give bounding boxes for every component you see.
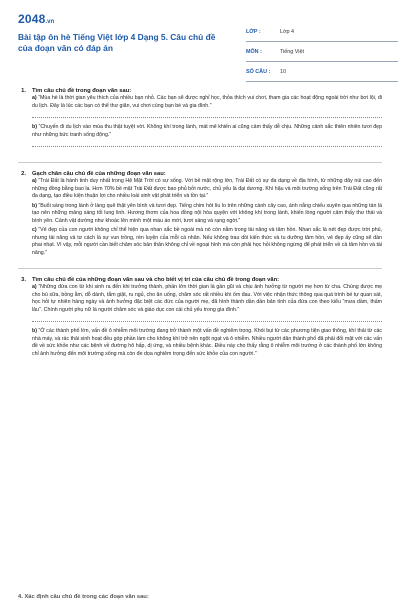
logo-suffix: .vn — [45, 19, 55, 25]
question-body — [32, 277, 382, 360]
meta-label: LỚP : — [246, 28, 261, 35]
passage-key: a) — [32, 284, 37, 290]
worksheet-title: Bài tập ôn hè Tiếng Việt lớp 4 Dạng 5. Câu chủ đề của đoạn văn có đáp án — [18, 32, 216, 53]
meta-label: MÔN : — [246, 48, 262, 55]
meta-value: Tiếng Việt — [280, 48, 304, 55]
question-list — [18, 88, 382, 369]
passage-key: b) — [32, 202, 37, 209]
question-number: 2. — [21, 171, 26, 177]
meta-row-grade — [246, 22, 398, 42]
question-2 — [18, 171, 382, 259]
passage-text: “Chuyến đi du lịch vào mùa thu thật tuyệt vời. Không khí trong lành, mát mẻ khiến ai cũng cảm thấy dễ chịu. Những cảnh sắc thiên nhiên tươi đẹp như những bức tranh sống động.” — [32, 124, 382, 138]
question-prompt: Tìm câu chủ đề trong đoạn văn sau: — [32, 88, 132, 94]
passage-key: a) — [32, 178, 37, 184]
passage-key: b) — [32, 124, 37, 130]
question-3 — [18, 277, 382, 360]
meta-value: 10 — [280, 68, 286, 75]
section-divider — [18, 268, 382, 269]
section-divider — [18, 162, 382, 163]
passage-text: “Ở các thành phố lớn, vấn đề ô nhiễm môi trường đang trở thành một vấn đề nghiêm trọng. Khói bụi từ các phương tiện giao thông, khí thải từ các nhà máy, và rác thải sinh hoạt đều góp phần làm cho không khí trở nên ngột ngạt và ô nhiễm. Nhiều người dân thành phố đã phải đối mặt với các vấn đề về sức khỏe như các bệnh về đường hô hấp, dị ứng, và nhiều bệnh khác. Điều này cho thấy rằng ô nhiễm môi trường ở các thành phố lớn không chỉ ảnh hưởng đến môi trường sống mà còn đe dọa nghiêm trọng đến sức khỏe của con người.” — [32, 328, 382, 357]
passage-text: “Những đứa con từ khi sinh ra đến khi trưởng thành, phần lớn thời gian là gần gũi và chịu ảnh hưởng từ người mẹ hơn từ cha. Chúng được mẹ cho bú sữa, bồng ẵm, dỗ dành, tắm giặt, ru ngủ, cho ăn uống, chăm sóc rất nhiều khi ốm đau. Với việc nhận thức thông qua quá trình bé tự quan sát, học hỏi tự nhiên hàng ngày và ảnh hưởng đặc biệt các đức của người mẹ, đã hình thành dần dần bản tính của đứa con theo kiểu “mưa dầm, thấm lâu”. Chính người phụ nữ là người chăm sóc và giáo dục con cái chủ yếu trong gia đình.” — [32, 284, 382, 313]
passage-key: a) — [32, 95, 37, 101]
passage — [32, 203, 382, 226]
meta-value: Lớp 4 — [280, 28, 295, 35]
question-body — [32, 88, 382, 153]
question-number: 1. — [21, 88, 26, 94]
meta-row-count — [246, 62, 398, 82]
question-prompt: Gạch chân câu chủ đề của những đoạn văn sau: — [32, 171, 166, 177]
question-1 — [18, 88, 382, 153]
meta-table — [246, 22, 398, 82]
passage-key: b) — [32, 328, 37, 334]
logo-text: 2048 — [18, 12, 46, 26]
spacer — [32, 358, 382, 360]
passage — [32, 328, 382, 358]
meta-row-subject — [246, 42, 398, 62]
passage-text: “Buổi sáng trong lành ở làng quê thật yên bình và tươi đẹp. Tiếng chim hót líu lo trên những cành cây cao, ánh nắng chiếu xuyên qua những tán lá tạo nên những mảng sáng tối lung linh. Hương thơm của hoa đồng nội hòa quyện với không khí trong lành, khiến lòng người cảm thấy thư thái và bình yên. Cánh vật dường như khoác lên mình một màu áo mới, tươi sáng và rạng ngời.” — [32, 202, 382, 224]
spacer — [32, 257, 382, 259]
passage — [32, 124, 382, 139]
passage — [32, 227, 382, 257]
question-body — [32, 171, 382, 259]
passage-key: c) — [32, 227, 37, 233]
passage — [32, 284, 382, 314]
passage-text: “Mùa hè là thời gian yêu thích của nhiều bạn nhỏ. Các bạn sẽ được nghỉ học, thỏa thích vui chơi, tham gia các hoạt động ngoài trời như bơi lội, đi du lịch. Đây là lúc các bạn có thể thư giãn, vui chơi cùng bạn bè và gia đình.” — [32, 95, 382, 109]
answer-line[interactable] — [32, 316, 382, 322]
next-question-stub: 4. Xác định câu chủ đề trong các đoạn văn sau: — [18, 594, 149, 600]
question-prompt: Tìm câu chủ đề của những đoạn văn sau và cho biết vị trí của câu chủ đề trong đoạn văn: — [32, 277, 280, 283]
passage — [32, 178, 382, 201]
passage — [32, 95, 382, 110]
passage-text: “Trái Đất là hành tinh duy nhất trong Hệ Mặt Trời có sự sống. Với bề mặt rộng lớn, Trái Đất có sự đa dạng về địa hình, từ những dãy núi cao đến những đồng bằng bao la. Hơn 70% bề mặt Trái Đất được bao phủ bởi nước, chủ yếu là đại dương. Khí hậu và môi trường sống trên Trái Đất cũng rất đa dạng, tạo điều kiện thuận lợi cho nhiều loài sinh vật phát triển và tồn tại.” — [32, 178, 382, 199]
question-number: 3. — [21, 277, 26, 283]
passage-text: “Vẻ đẹp của con người không chỉ thể hiện qua nhan sắc bề ngoài mà nó còn nằm trong tài năng và tâm hồn. Nhan sắc là nét đẹp được trời phú, nhưng tài năng và tư cách là sự vun trồng, rèn luyện của mỗi cá nhân. Nếu không trau dồi kiến thức và tu dưỡng tâm hồn, vẻ đẹp ấy cũng sẽ dần phai nhạt. Vì vậy, mỗi người cần biết chăm sóc bản thân không chỉ về ngoại hình mà còn phải học hỏi không ngừng để phát triển về cả tâm hồn và tài năng.” — [32, 227, 382, 256]
answer-line[interactable] — [32, 141, 382, 147]
meta-label: SỐ CÂU : — [246, 68, 271, 75]
spacer — [32, 149, 382, 153]
header — [18, 10, 382, 80]
answer-line[interactable] — [32, 112, 382, 118]
